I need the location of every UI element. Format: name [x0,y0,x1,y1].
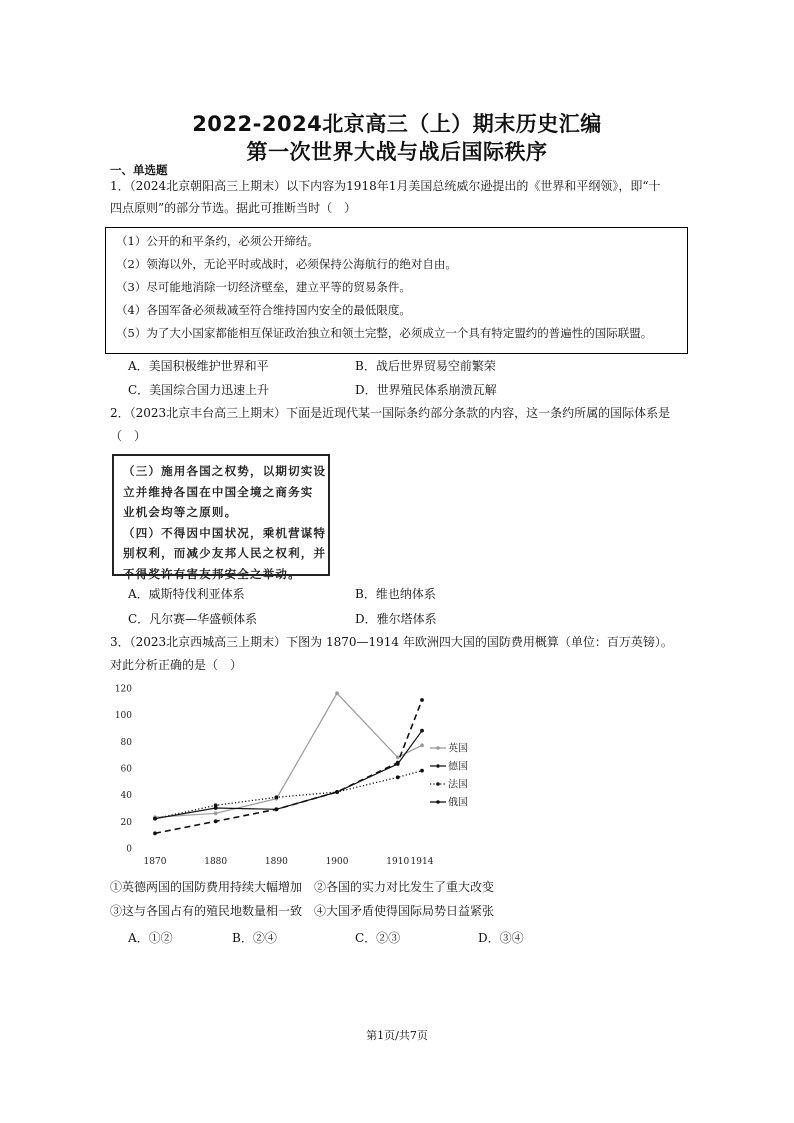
q1-stem-line1: 1．（2024北京朝阳高三上期末）以下内容为1918年1月美国总统威尔逊提出的《世界和平纲领》，即“十 [110,179,661,193]
series-point-2 [420,698,424,702]
document-title-line1: 2022-2024北京高三（上）期末历史汇编 [192,112,602,136]
y-tick-label: 40 [120,791,132,802]
q2-material-line: 业机会均等之原则。 [123,505,238,519]
q2-stem-line2: （ ） [110,429,147,443]
legend-marker-2 [436,764,440,768]
q3-option-c: C．②③ [355,931,401,945]
series-point-1 [214,811,218,815]
legend-label: 英国 [448,743,468,755]
q3-statements-line1: ①英德两国的国防费用持续大幅增加 ②各国的实力对比发生了重大改变 [110,880,495,894]
y-tick-label: 120 [114,684,132,695]
series-point-4 [335,790,339,794]
q2-material-line: （三）施用各国之权势，以期切实设 [123,464,327,478]
x-tick-label: 1870 [143,857,167,867]
q3-option-d: D．③④ [478,931,524,945]
x-tick-label: 1900 [325,857,349,867]
q2-treaty-excerpt-box [112,454,330,581]
x-tick-label: 1910 [386,857,410,867]
q1-option-c: C．美国综合国力迅速上升 [128,383,270,397]
legend-marker-3 [436,782,440,786]
q2-option-b: B．维也纳体系 [355,587,436,601]
x-tick-label: 1890 [264,857,288,867]
series-point-1 [420,743,424,747]
q1-material-line: （3）尽可能地消除一切经济壁垒，建立平等的贸易条件。 [116,280,411,294]
q3-stem-line1: 3．（2023北京西城高三上期末）下图为 1870—1914 年欧洲四大国的国防费用概算（单位：百万英镑）。 [110,635,673,649]
series-point-4 [153,817,157,821]
y-tick-label: 100 [114,711,132,722]
series-point-4 [396,762,400,766]
q1-material-line: （5）为了大小国家都能相互保证政治独立和领土完整，必须成立一个具有特定盟约的普遍性的国际联盟。 [116,326,653,340]
q1-option-d: D．世界殖民体系崩溃瓦解 [355,383,497,397]
series-point-1 [396,755,400,759]
series-point-4 [420,729,424,733]
q1-material-line: （1）公开的和平条约，必须公开缔结。 [116,234,319,248]
x-tick-label: 1880 [204,857,228,867]
page-number: 第1页/共7页 [366,1029,428,1042]
y-tick-label: 80 [120,737,132,748]
series-point-2 [153,831,157,835]
section-heading: 一、单选题 [110,163,168,177]
series-point-4 [274,807,278,811]
legend-label: 俄国 [448,797,468,809]
series-point-4 [214,806,218,810]
q1-option-a: A．美国积极维护世界和平 [128,359,269,373]
y-tick-label: 0 [126,844,132,855]
q2-material-line: 立并维持各国在中国全境之商务实 [123,484,314,499]
q1-option-b: B．战后世界贸易空前繁荣 [355,359,496,373]
legend-label: 德国 [448,761,468,773]
series-line-4 [155,731,422,819]
series-line-1 [155,693,422,817]
q2-material-line: 别权利，而减少友邦人民之权利，并 [123,546,327,560]
q2-option-a: A．威斯特伐利亚体系 [128,587,245,601]
series-line-2 [155,700,422,833]
x-tick-label: 1914 [410,857,434,867]
series-point-3 [396,775,400,779]
series-point-3 [420,769,424,773]
legend-label: 法国 [448,779,468,791]
series-point-2 [214,819,218,823]
q2-material-line: 不得奖许有害友邦安全之举动。 [123,566,301,581]
series-point-3 [274,795,278,799]
q1-material-line: （4）各国军备必须裁减至符合维持国内安全的最低限度。 [116,303,411,317]
q1-stem-line2: 四点原则”的部分节选。据此可推断当时（ ） [110,201,357,215]
q2-stem-line1: 2．（2023北京丰台高三上期末）下面是近现代某一国际条约部分条款的内容，这一条约所属的国际体系是 [110,406,671,420]
q2-option-c: C．凡尔赛—华盛顿体系 [128,612,258,626]
q3-option-a: A．①② [128,931,173,945]
y-tick-label: 20 [120,817,132,828]
q3-option-b: B．②④ [232,931,277,945]
q3-stem-line2: 对此分析正确的是（ ） [110,658,243,672]
q2-option-d: D．雅尔塔体系 [355,612,437,626]
y-tick-label: 60 [120,764,132,775]
legend-marker-1 [436,746,440,750]
series-point-1 [335,691,339,695]
q1-material-line: （2）领海以外，无论平时或战时，必须保持公海航行的绝对自由。 [116,257,457,271]
q1-material-box [105,227,688,354]
document-title-line2: 第一次世界大战与战后国际秩序 [246,140,548,164]
q3-statements-line2: ③这与各国占有的殖民地数量相一致 ④大国矛盾使得国际局势日益紧张 [110,904,495,918]
q2-material-line: （四）不得因中国状况，乘机营谋特 [123,525,327,540]
legend-marker-4 [436,800,440,804]
defense-spending-line-chart [110,680,480,870]
